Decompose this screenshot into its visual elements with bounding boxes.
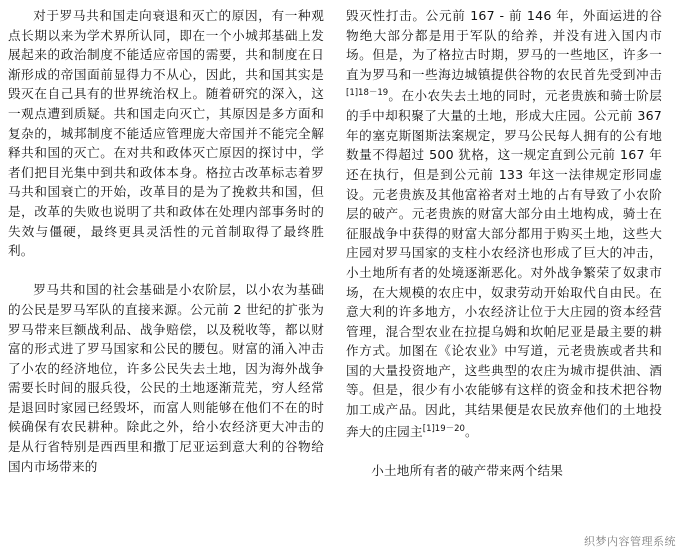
left-column bbox=[8, 6, 324, 553]
paragraph-3-tail: 。在小农失去土地的同时，元老贵族和骑士阶层的手中却积聚了大量的土地，形成大庄园。公元前 367 年的塞克斯图斯法案规定，罗马公民每人拥有的公有地数量不得超过 500 犹格，这一规定直到公元前 167 年还在执行，但是到公元前 133 年这一法律规定形同虚设。元老贵族及其他富裕者对土地的占有导致了小农阶层的破产。元老贵族的财富大部分由土地构成，骑士在征服战争中获得的财富大部分都用于购买土地，这些大庄园对罗马国家的支柱小农经济也形成了巨大的冲击，小土地所有者的处境逐渐恶化。对外战争繁荣了奴隶市场，在大规模的农庄中，奴隶劳动开始取代自由民。在意大利的许多地方，小农经济让位于大庄园的资本经营管理，混合型农业在拉提乌姆和坎帕尼亚是最主要的耕作方式。加图在《论农业》中写道，元老贵族或者共和国的大量投资地产，这些典型的农庄为城市提供油、酒等。但是，很少有小农能够有这样的资金和技术把谷物加工成产品。因此，其结果便是农民放弃他们的土地投奔大的庄园主 bbox=[346, 88, 662, 439]
paragraph-3-text: 毁灭性打击。公元前 167 - 前 146 年，外面运进的谷物绝大部分都是用于军队的给养，并没有进入国内市场。但是，为了格拉古时期，罗马的一些地区，许多一直为罗马和一些海边城镇提供谷物的农民首先受到冲击 bbox=[346, 8, 662, 82]
paragraph-1: 对于罗马共和国走向衰退和灭亡的原因，有一种观点长期以来为学术界所认同，即在一个小城邦基础上发展起来的政治制度不能适应帝国的需要，共和制度在日渐形成的帝国面前显得力不从心，因此，共和国其实是毁灭在自己具有的世界统治权上。随着研究的深入，这一观点遭到质疑。共和国走向灭亡，其原因是多方面和复杂的，城邦制度不能适应管理庞大帝国并不能完全解释共和国的灭亡。在对共和政体灭亡原因的探讨中，学者们把目光集中到共和政体本身。格拉古改革标志着罗马共和国衰亡的开始，改革目的是为了挽救共和国，但是，改革的失败也说明了共和政体在处理内部事务时的失效与僵硬，最终更具灵活性的元首制取得了最终胜利。 bbox=[8, 8, 324, 259]
footnote-marker-1: [1]18－19 bbox=[346, 88, 389, 99]
right-column bbox=[346, 6, 662, 553]
paragraph-2: 罗马共和国的社会基础是小农阶层，以小农为基础的公民是罗马军队的直接来源。公元前 2 世纪的扩张为罗马带来巨额战利品、战争赔偿，以及税收等，都以财富的形式进了罗马国家和公民的腰包。财富的涌入冲击了小农的经济地位，许多公民失去土地，因为海外战争需要长时间的服兵役，公民的土地逐渐荒芜，穷人经常是退回时家园已经毁坏，而富人则能够在他们不在的时候确保有农民耕种。除此之外，给小农经济更大冲击的是从行省特别是西西里和撒丁尼亚运到意大利的谷物给国内市场带来的 bbox=[8, 282, 324, 474]
footnote-marker-2: [1]19－20 bbox=[422, 423, 465, 434]
watermark bbox=[584, 533, 676, 549]
paragraph-3-end: 。 bbox=[464, 423, 478, 439]
paragraph-4: 小土地所有者的破产带来两个结果 bbox=[371, 463, 564, 479]
two-column-layout bbox=[8, 6, 674, 553]
paragraph-3 bbox=[346, 6, 662, 441]
watermark-text: 织梦内容管理系统 bbox=[584, 535, 676, 548]
